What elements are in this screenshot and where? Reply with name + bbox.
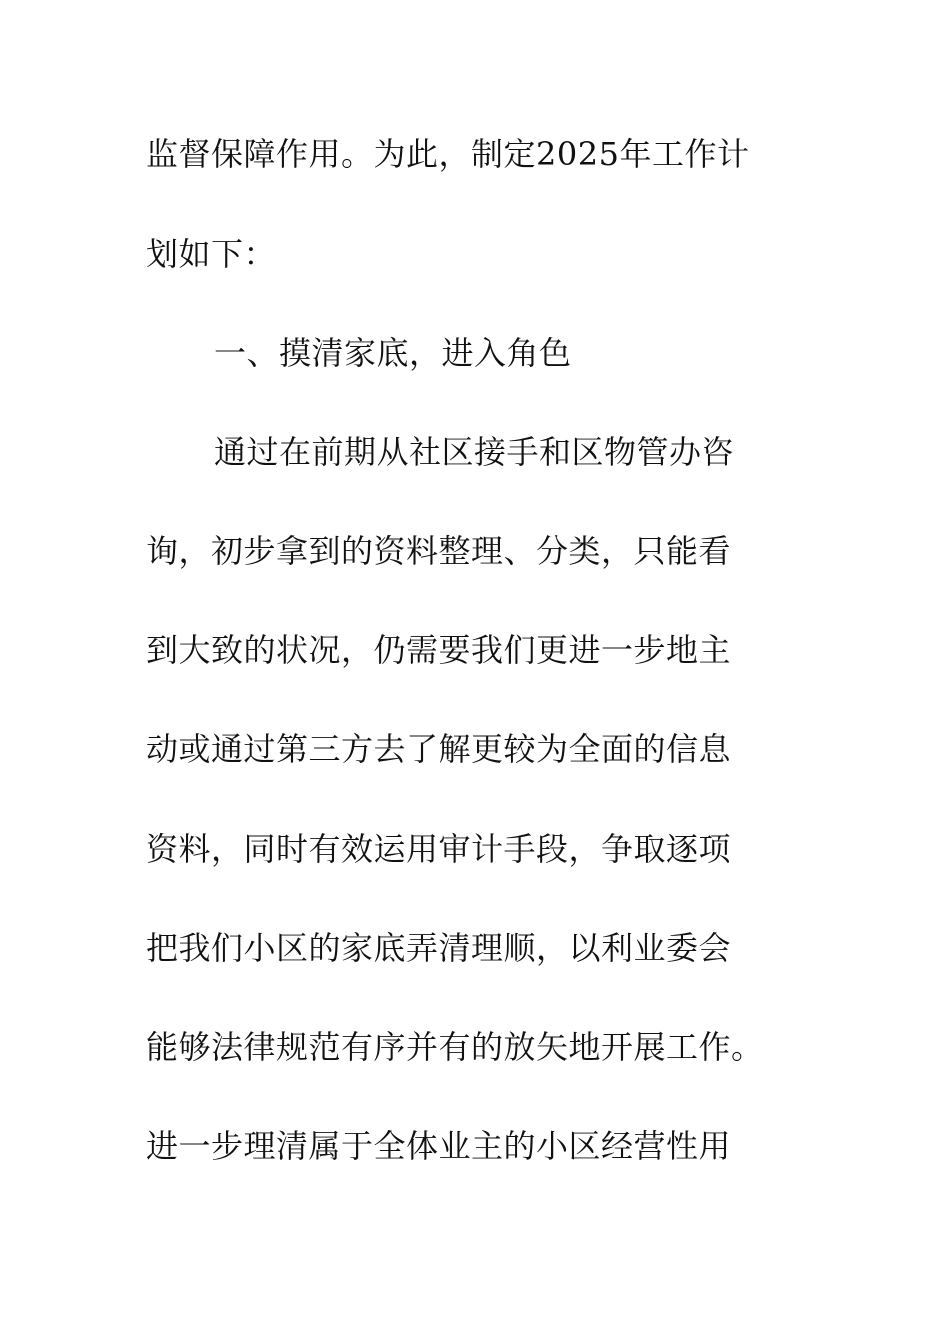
paragraph-line: 能够法律规范有序并有的放矢地开展工作。: [146, 1028, 764, 1066]
paragraph-line: 通过在前期从社区接手和区物管办咨: [214, 433, 735, 471]
paragraph-line: 到大致的状况，仍需要我们更进一步地主: [146, 631, 732, 669]
paragraph-line: 把我们小区的家底弄清理顺，以利业委会: [146, 929, 732, 967]
section-heading: 一、摸清家底，进入角色: [214, 334, 572, 372]
paragraph-line: 动或通过第三方去了解更较为全面的信息: [146, 730, 732, 768]
paragraph-line: 监督保障作用。为此，制定2025年工作计: [146, 135, 750, 173]
paragraph-line: 划如下：: [146, 235, 277, 273]
paragraph-line: 资料，同时有效运用审计手段，争取逐项: [146, 830, 732, 868]
paragraph-line: 进一步理清属于全体业主的小区经营性用: [146, 1127, 732, 1165]
paragraph-line: 询，初步拿到的资料整理、分类，只能看: [146, 532, 732, 570]
